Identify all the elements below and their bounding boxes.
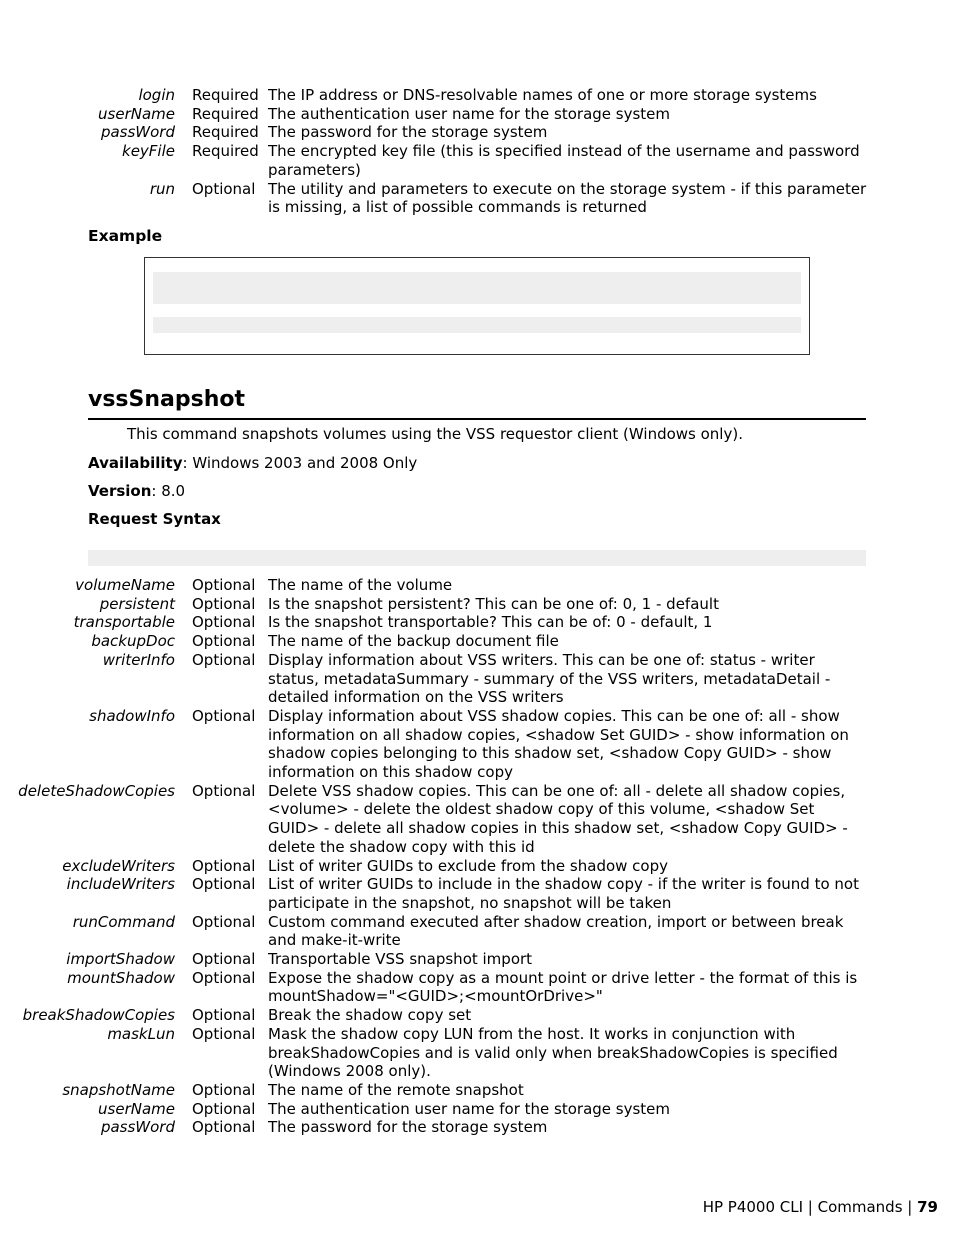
- parameter-description: Break the shadow copy set: [268, 1006, 472, 1025]
- parameter-requirement: Optional: [192, 875, 256, 894]
- parameter-name: transportable: [73, 613, 175, 632]
- parameter-requirement: Required: [192, 86, 259, 104]
- parameter-requirement: Optional: [192, 594, 256, 613]
- footer-text: HP P4000 CLI | Commands |: [702, 1198, 918, 1216]
- parameter-row: [0, 180, 954, 217]
- parameter-requirement: Optional: [192, 1118, 256, 1137]
- parameter-requirement: Required: [192, 123, 259, 142]
- parameter-description: The name of the volume: [268, 576, 453, 594]
- parameter-row: [0, 576, 954, 595]
- code-line: [153, 272, 801, 304]
- parameter-description: Expose the shadow copy as a mount point or drive letter - the format of this is mountShadow="<GUID>;<mountOrDrive>": [268, 968, 858, 1006]
- parameter-requirement: Optional: [192, 1099, 256, 1118]
- parameter-row: [0, 105, 954, 124]
- parameter-name: userName: [98, 1099, 175, 1118]
- parameter-name: excludeWriters: [62, 856, 175, 875]
- parameter-description: The IP address or DNS-resolvable names of one or more storage systems: [268, 86, 817, 104]
- parameter-description: List of writer GUIDs to include in the shadow copy - if the writer is found to not participate in the snapshot, no snapshot will be taken: [268, 875, 859, 912]
- parameter-description: The name of the remote snapshot: [268, 1080, 524, 1099]
- parameter-requirement: Optional: [192, 1024, 256, 1043]
- parameter-requirement: Optional: [192, 576, 256, 594]
- section-intro: This command snapshots volumes using the VSS requestor client (Windows only).: [127, 425, 743, 443]
- parameter-requirement: Optional: [192, 632, 256, 651]
- parameter-row: [0, 969, 954, 1006]
- parameter-name: login: [138, 86, 175, 104]
- parameter-name: passWord: [100, 1118, 175, 1137]
- page-footer: [703, 1198, 938, 1217]
- parameter-row: [0, 632, 954, 651]
- parameter-description: Display information about VSS shadow copies. This can be one of: all - show information on all shadow copies, <shadow Set GUID> - show information on shadow copies belonging to this shadow set, <shadow Copy GUID> - show information on this shadow copy: [268, 706, 849, 782]
- section-rule: [88, 418, 866, 420]
- parameter-requirement: Optional: [192, 650, 256, 669]
- parameter-requirement: Optional: [192, 1080, 256, 1099]
- parameter-description: The authentication user name for the storage system: [268, 1099, 671, 1118]
- parameter-row: [0, 142, 954, 179]
- parameter-name: breakShadowCopies: [22, 1006, 175, 1025]
- example-code-box: [144, 257, 810, 355]
- section-title: vssSnapshot: [88, 387, 246, 412]
- parameter-requirement: Optional: [192, 856, 256, 875]
- parameter-row: [0, 595, 954, 614]
- parameter-description: Is the snapshot transportable? This can be of: 0 - default, 1: [268, 613, 713, 632]
- parameter-requirement: Optional: [192, 706, 256, 725]
- parameter-row: [0, 857, 954, 876]
- version-label: Version: [88, 482, 152, 500]
- request-syntax-heading: [88, 510, 221, 529]
- parameter-description: Mask the shadow copy LUN from the host. It works in conjunction with breakShadowCopies and is valid only when breakShadowCopies is specified (Windows 2008 only).: [268, 1024, 838, 1081]
- parameter-row: [0, 1100, 954, 1119]
- version-line: [88, 482, 185, 501]
- parameter-requirement: Required: [192, 104, 259, 123]
- parameter-table-main: [0, 576, 954, 1137]
- request-syntax-code: [88, 550, 866, 566]
- parameter-name: deleteShadowCopies: [18, 781, 175, 800]
- parameter-row: [0, 782, 954, 857]
- parameter-description: The name of the backup document file: [268, 632, 559, 651]
- parameter-description: Display information about VSS writers. This can be one of: status - writer status, metadataSummary - summary of the VSS writers, metadataDetail - detailed information on the VSS writers: [268, 650, 831, 707]
- parameter-name: shadowInfo: [89, 706, 175, 725]
- parameter-description: Custom command executed after shadow creation, import or between break and make-it-write: [268, 912, 844, 950]
- parameter-description: Transportable VSS snapshot import: [268, 950, 533, 969]
- parameter-name: volumeName: [75, 576, 175, 594]
- parameter-row: [0, 1025, 954, 1081]
- parameter-name: snapshotName: [62, 1080, 175, 1099]
- example-heading: Example: [88, 227, 163, 245]
- code-line: [153, 317, 801, 333]
- parameter-description: Is the snapshot persistent? This can be one of: 0, 1 - default: [268, 594, 719, 613]
- parameter-name: persistent: [99, 594, 175, 613]
- parameter-requirement: Optional: [192, 781, 256, 800]
- parameter-name: importShadow: [66, 950, 175, 969]
- parameter-requirement: Optional: [192, 968, 256, 987]
- parameter-row: [0, 950, 954, 969]
- parameter-requirement: Optional: [192, 613, 256, 632]
- request-syntax-label: Request Syntax: [88, 510, 221, 528]
- parameter-description: List of writer GUIDs to exclude from the shadow copy: [268, 856, 668, 875]
- parameter-row: [0, 707, 954, 782]
- parameter-row: [0, 875, 954, 912]
- availability-label: Availability: [88, 454, 183, 472]
- parameter-name: backupDoc: [91, 632, 175, 651]
- parameter-name: writerInfo: [102, 650, 175, 669]
- parameter-row: [0, 1081, 954, 1100]
- parameter-requirement: Optional: [192, 179, 256, 198]
- parameter-requirement: Required: [192, 142, 259, 161]
- parameter-name: mountShadow: [67, 968, 175, 987]
- parameter-name: maskLun: [107, 1024, 175, 1043]
- version-value: : 8.0: [151, 482, 186, 500]
- parameter-requirement: Optional: [192, 1006, 256, 1025]
- parameter-description: The authentication user name for the storage system: [268, 104, 671, 123]
- parameter-name: run: [149, 179, 175, 198]
- availability-value: : Windows 2003 and 2008 Only: [182, 454, 418, 472]
- parameter-name: userName: [98, 104, 175, 123]
- parameter-row: [0, 1006, 954, 1025]
- parameter-row: [0, 86, 954, 105]
- parameter-row: [0, 123, 954, 142]
- parameter-name: passWord: [100, 123, 175, 142]
- parameter-row: [0, 1118, 954, 1137]
- parameter-name: keyFile: [122, 142, 175, 161]
- parameter-row: [0, 651, 954, 707]
- parameter-description: Delete VSS shadow copies. This can be one of: all - delete all shadow copies, <volume> - delete the oldest shadow copy of this volume, <shadow Set GUID> - delete all shadow copies in this shadow set, <shadow Copy GUID> - delete the shadow copy with this id: [268, 781, 848, 856]
- parameter-requirement: Optional: [192, 950, 256, 969]
- parameter-table-top: [0, 86, 954, 217]
- parameter-row: [0, 913, 954, 950]
- parameter-name: runCommand: [72, 912, 175, 931]
- parameter-name: includeWriters: [66, 875, 175, 894]
- parameter-description: The encrypted key file (this is specified instead of the username and password parameters): [268, 142, 860, 179]
- parameter-description: The utility and parameters to execute on the storage system - if this parameter is missing, a list of possible commands is returned: [268, 179, 867, 217]
- parameter-requirement: Optional: [192, 912, 256, 931]
- page-number: 79: [917, 1198, 938, 1216]
- parameter-description: The password for the storage system: [268, 123, 548, 142]
- parameter-description: The password for the storage system: [268, 1118, 548, 1137]
- parameter-row: [0, 613, 954, 632]
- availability-line: [88, 454, 417, 473]
